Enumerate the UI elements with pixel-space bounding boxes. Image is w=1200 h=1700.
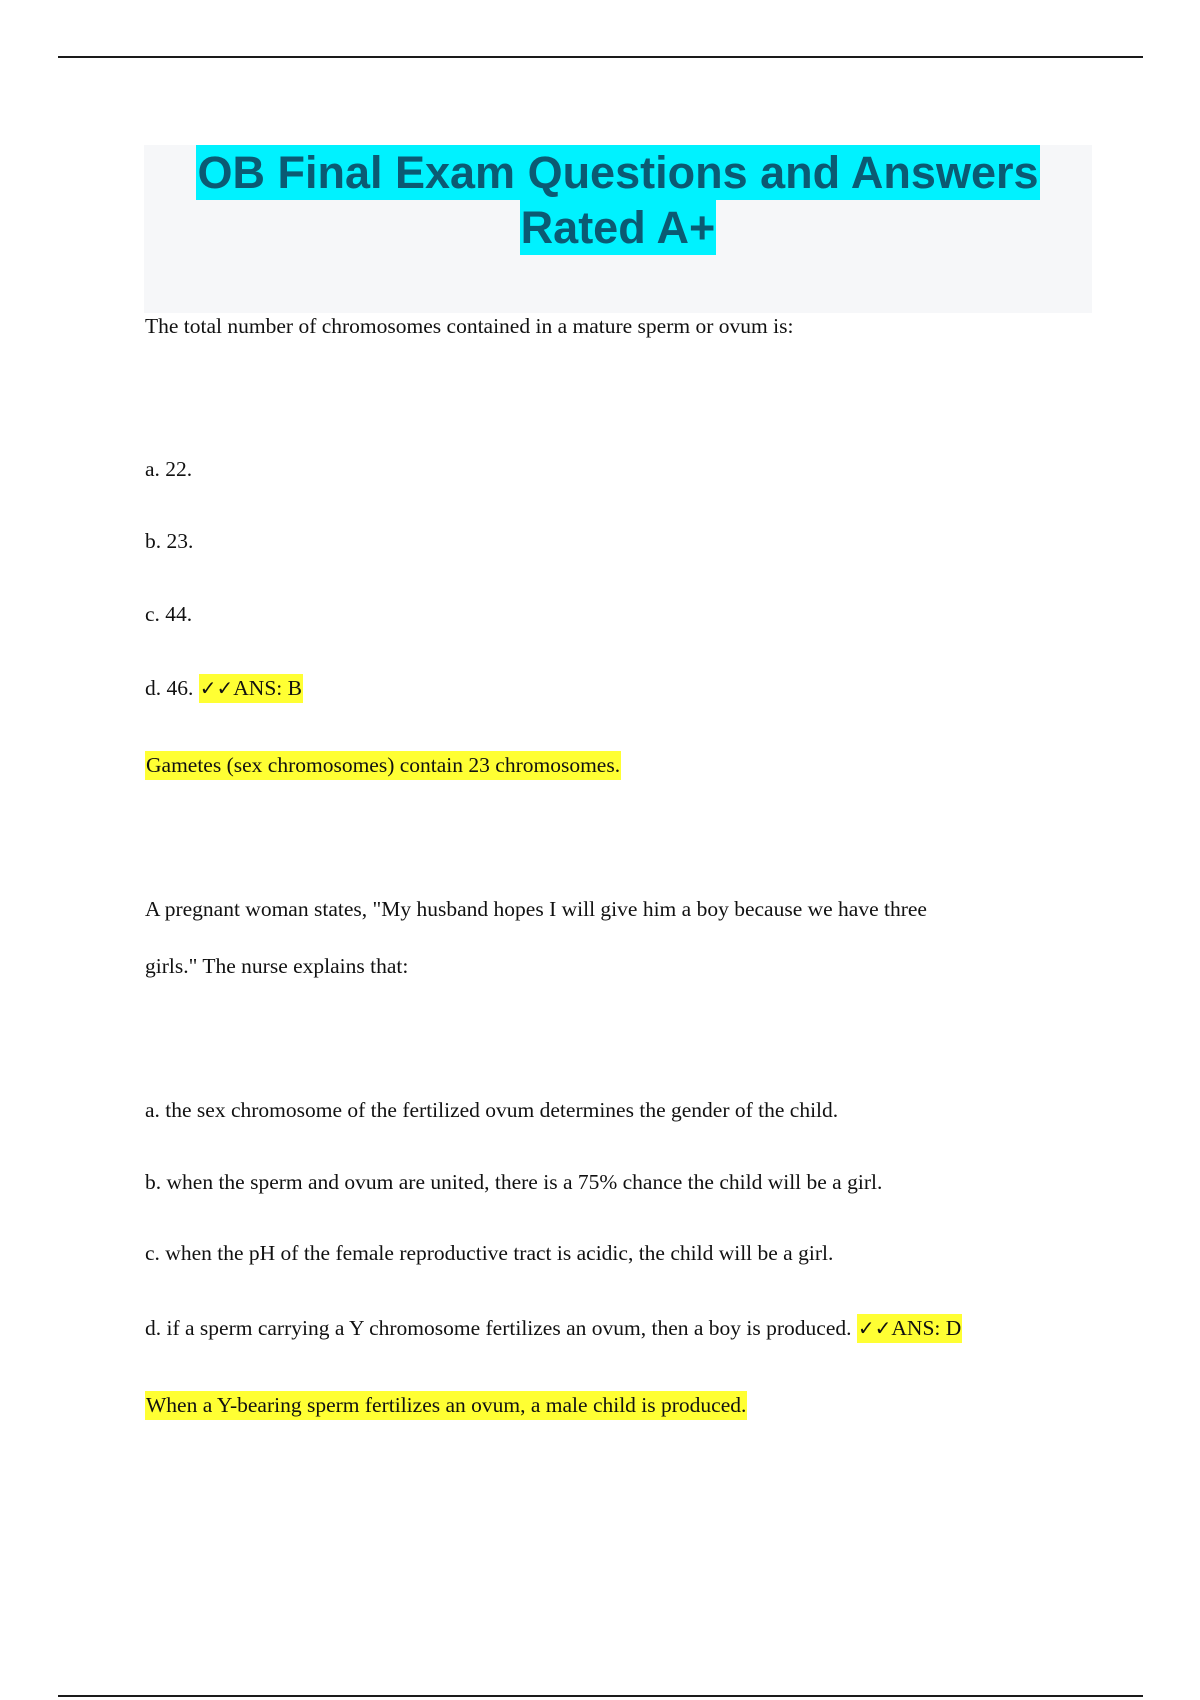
question-2-stem-line-1: A pregnant woman states, "My husband hopes I will give him a boy because we have three — [145, 897, 927, 921]
top-rule — [58, 56, 1143, 58]
question-2-answer-label: ANS: D — [891, 1316, 962, 1340]
question-1-option-d: d. 46. — [145, 676, 194, 700]
question-2-option-d-line — [145, 1314, 962, 1342]
question-2-rationale-line — [145, 1391, 747, 1419]
question-1-answer-label: ANS: B — [233, 676, 302, 700]
document-title-line-1: OB Final Exam Questions and Answers — [197, 147, 1039, 198]
question-2-rationale: When a Y-bearing sperm fertilizes an ovum, a male child is produced. — [145, 1391, 747, 1420]
double-checkmark-icon: ✓✓ — [857, 1316, 892, 1340]
question-1-stem: The total number of chromosomes contained in a mature sperm or ovum is: — [145, 314, 794, 338]
bottom-rule — [58, 1695, 1143, 1697]
question-1-option-d-line — [145, 674, 303, 702]
document-title-line-2: Rated A+ — [520, 202, 716, 253]
question-2-option-c: c. when the pH of the female reproductive tract is acidic, the child will be a girl. — [145, 1241, 834, 1265]
question-1-rationale-line — [145, 751, 621, 779]
question-2-answer-badge — [857, 1314, 962, 1343]
question-1-option-b: b. 23. — [145, 529, 194, 553]
question-2-option-a: a. the sex chromosome of the fertilized ovum determines the gender of the child. — [145, 1098, 839, 1122]
question-1-answer-badge — [199, 674, 303, 703]
question-1-option-a: a. 22. — [145, 457, 193, 481]
question-2-stem-line-2: girls." The nurse explains that: — [145, 954, 409, 978]
question-2-option-b: b. when the sperm and ovum are united, there is a 75% chance the child will be a girl. — [145, 1170, 883, 1194]
question-1-option-c: c. 44. — [145, 602, 193, 626]
title-block — [144, 145, 1092, 313]
double-checkmark-icon: ✓✓ — [199, 676, 234, 700]
question-2-option-d: d. if a sperm carrying a Y chromosome fertilizes an ovum, then a boy is produced. — [145, 1316, 852, 1340]
question-1-rationale: Gametes (sex chromosomes) contain 23 chromosomes. — [145, 751, 621, 780]
